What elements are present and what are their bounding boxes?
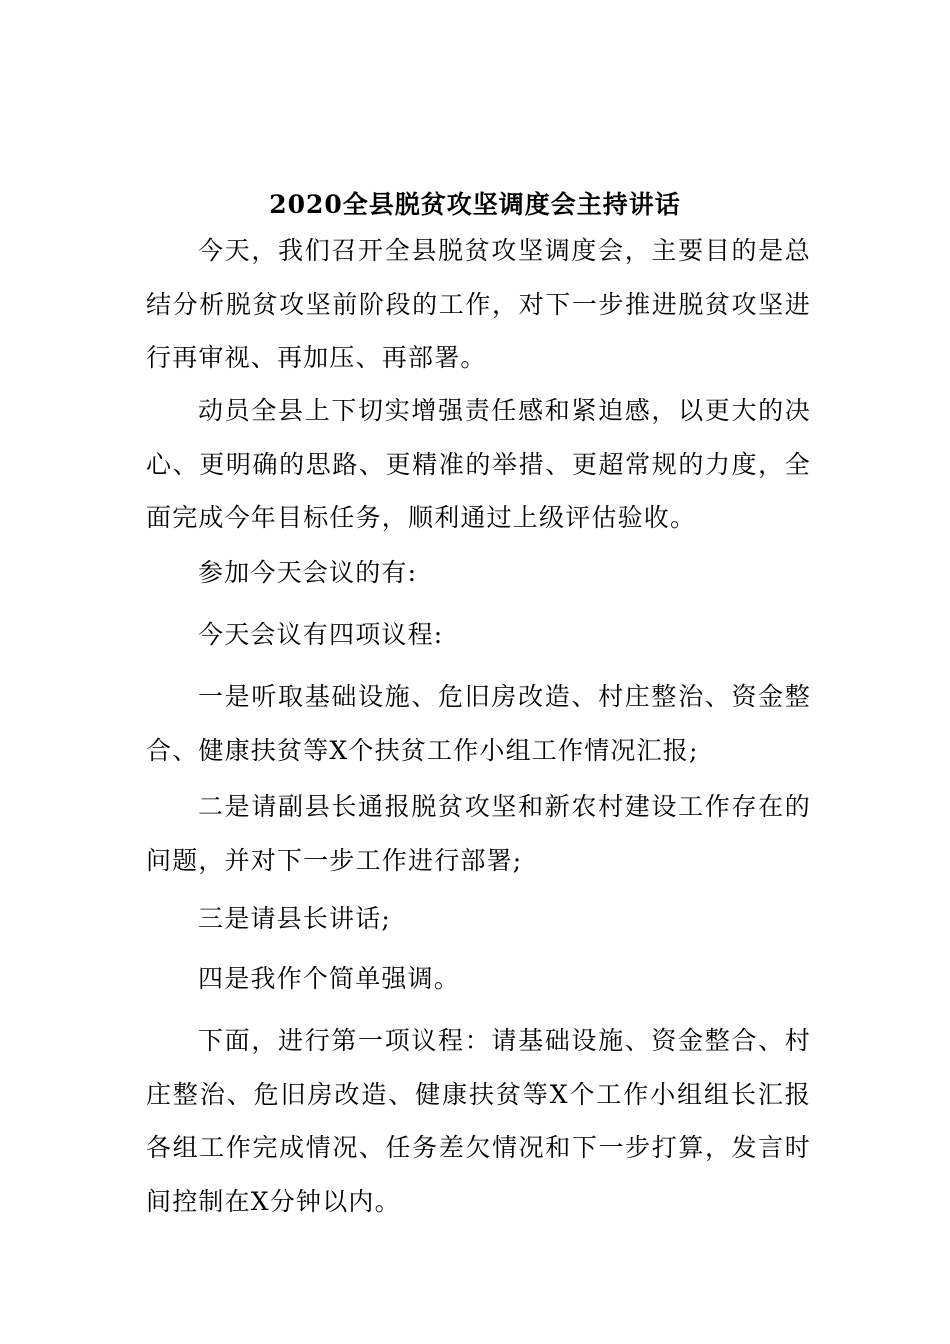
paragraph-agenda-intro: 今天会议有四项议程: — [198, 620, 444, 649]
paragraph-agenda-item-4: 四是我作个简单强调。 — [198, 964, 461, 993]
paragraph-mobilization: 动员全县上下切实增强责任感和紧迫感，以更大的决心、更明确的思路、更精准的举措、更超常规的力度，全面完成今年目标任务，顺利通过上级评估验收。 — [146, 396, 811, 532]
document-title: 2020全县脱贫攻坚调度会主持讲话 — [269, 189, 681, 219]
paragraph-agenda-item-2: 二是请副县长通报脱贫攻坚和新农村建设工作存在的问题，并对下一步工作进行部署; — [146, 792, 811, 875]
paragraph-first-agenda: 下面，进行第一项议程：请基础设施、资金整合、村庄整治、危旧房改造、健康扶贫等X个工作小组组长汇报各组工作完成情况、任务差欠情况和下一步打算，发言时间控制在X分钟以内。 — [146, 1026, 811, 1216]
paragraph-opening: 今天，我们召开全县脱贫攻坚调度会，主要目的是总结分析脱贫攻坚前阶段的工作，对下一步推进脱贫攻坚进行再审视、再加压、再部署。 — [146, 236, 811, 372]
paragraph-agenda-item-1: 一是听取基础设施、危旧房改造、村庄整治、资金整合、健康扶贫等X个扶贫工作小组工作情况汇报; — [146, 682, 811, 765]
paragraph-attendees: 参加今天会议的有: — [198, 558, 418, 587]
paragraph-agenda-item-3: 三是请县长讲话; — [198, 904, 392, 933]
